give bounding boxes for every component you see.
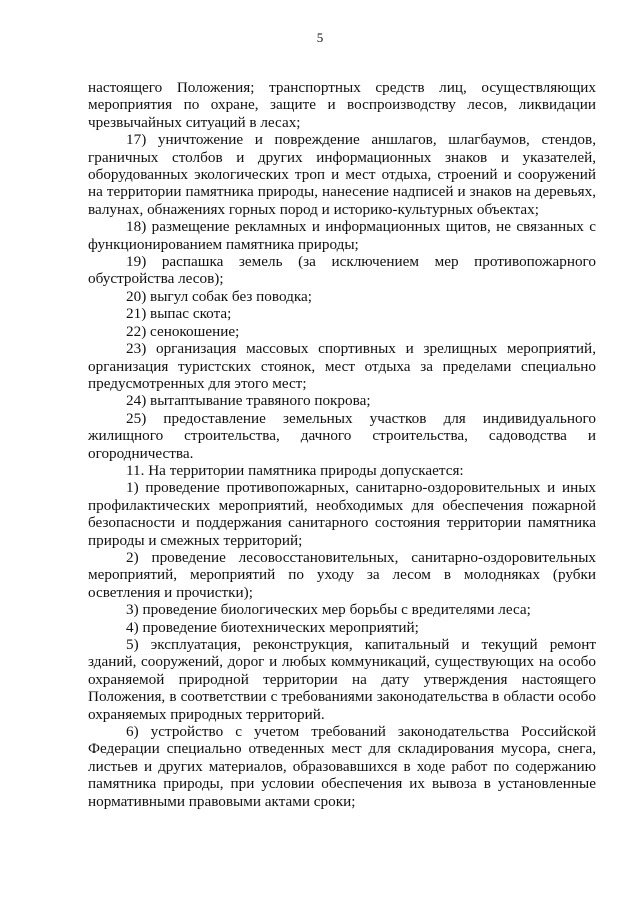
paragraph-allowed-4: 4) проведение биотехнических мероприятий;: [126, 618, 419, 636]
paragraph-item-25: 25) предоставление земельных участков для индивидуального жилищного строительства, дачного строительства, садоводства и огородничества.: [88, 409, 596, 462]
paragraph-item-22: 22) сенокошение;: [126, 322, 240, 340]
paragraph-item-18: 18) размещение рекламных и информационных щитов, не связанных с функционированием памятника природы;: [88, 218, 596, 253]
paragraph-item-17: 17) уничтожение и повреждение аншлагов, шлагбаумов, стендов, граничных столбов и других информационных знаков и указателей, оборудованных экологических троп и мест отдыха, строений и сооружений на территории памятника природы, нанесение надписей и знаков на деревьях, валунах, обнажениях горных пород и историко-культурных объектах;: [88, 131, 596, 218]
paragraph-item-24: 24) вытаптывание травяного покрова;: [126, 392, 371, 410]
paragraph-item-19: 19) распашка земель (за исключением мер противопожарного обустройства лесов);: [88, 253, 596, 288]
paragraph-item-20: 20) выгул собак без поводка;: [126, 287, 312, 305]
document-body: [88, 79, 596, 810]
paragraph-allowed-6: 6) устройство с учетом требований законодательства Российской Федерации специально отведенных мест для складирования мусора, снега, листьев и других материалов, образовавшихся в ходе работ по содержанию памятника природы, при условии обеспечения их вывоза в установленные нормативными правовыми актами сроки;: [88, 723, 596, 810]
paragraph-continuation: настоящего Положения; транспортных средств лиц, осуществляющих мероприятия по охране, защите и воспроизводству лесов, ликвидации чрезвычайных ситуаций в лесах;: [88, 79, 596, 131]
paragraph-allowed-1: 1) проведение противопожарных, санитарно-оздоровительных и иных профилактических мероприятий, необходимых для обеспечения пожарной безопасности и поддержания санитарного состояния территории памятника природы и смежных территорий;: [88, 479, 596, 549]
section-heading-11: 11. На территории памятника природы допускается:: [126, 461, 464, 479]
paragraph-allowed-5: 5) эксплуатация, реконструкция, капитальный и текущий ремонт зданий, сооружений, дорог и любых коммуникаций, существующих на особо охраняемой природной территории на дату утверждения настоящего Положения, в соответствии с требованиями законодательства в области особо охраняемых природных территорий.: [88, 636, 596, 723]
paragraph-allowed-2: 2) проведение лесовосстановительных, санитарно-оздоровительных мероприятий, мероприятий по уходу за лесом в молодняках (рубки осветления и прочистки);: [88, 548, 596, 601]
paragraph-item-23: 23) организация массовых спортивных и зрелищных мероприятий, организация туристских стоянок, мест отдыха за пределами специально предусмотренных для этого мест;: [88, 340, 596, 392]
paragraph-item-21: 21) выпас скота;: [126, 305, 232, 323]
page-number: 5: [316, 30, 324, 45]
paragraph-allowed-3: 3) проведение биологических мер борьбы с вредителями леса;: [126, 601, 531, 619]
